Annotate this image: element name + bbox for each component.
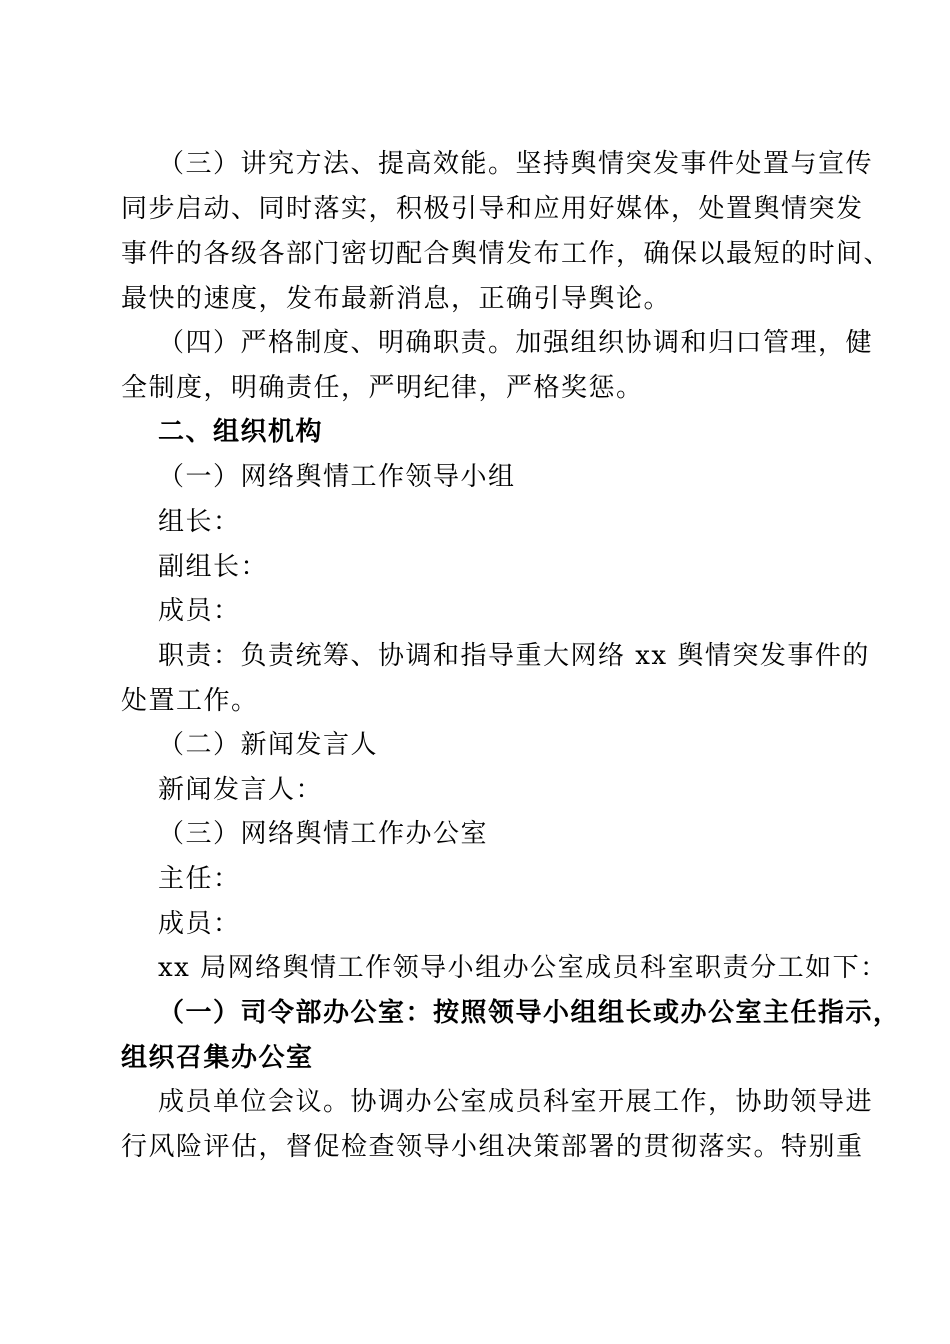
paragraph-line: 全制度，明确责任，严明纪律，严格奖惩。 xyxy=(121,373,644,403)
subsection-heading: （一）网络舆情工作领导小组 xyxy=(158,462,516,492)
paragraph-line: 处置工作。 xyxy=(121,686,259,716)
paragraph-line: 同步启动、同时落实，积极引导和应用好媒体，处置舆情突发 xyxy=(121,194,864,224)
bold-paragraph-line: 组织召集办公室 xyxy=(121,1043,314,1073)
subsection-heading: （三）网络舆情工作办公室 xyxy=(158,819,489,849)
paragraph-line: （三）讲究方法、提高效能。坚持舆情突发事件处置与宣传 xyxy=(158,149,874,179)
bold-paragraph-line: （一）司令部办公室：按照领导小组组长或办公室主任指示， xyxy=(158,998,901,1028)
field-label: 主任： xyxy=(158,864,241,894)
section-heading: 二、组织机构 xyxy=(158,417,324,447)
field-label: 新闻发言人： xyxy=(158,775,324,805)
subsection-heading: （二）新闻发言人 xyxy=(158,730,379,760)
paragraph-line: 成员单位会议。协调办公室成员科室开展工作，协助领导进 xyxy=(158,1087,874,1117)
paragraph-line: 事件的各级各部门密切配合舆情发布工作，确保以最短的时间、 xyxy=(121,239,892,269)
field-label: 成员： xyxy=(158,596,241,626)
paragraph-line: xx 局网络舆情工作领导小组办公室成员科室职责分工如下： xyxy=(158,953,888,983)
field-label: 组长： xyxy=(158,507,241,537)
paragraph-line: 最快的速度，发布最新消息，正确引导舆论。 xyxy=(121,284,672,314)
field-label: 成员： xyxy=(158,909,241,939)
field-label: 副组长： xyxy=(158,552,269,582)
paragraph-line: 行风险评估，督促检查领导小组决策部署的贯彻落实。特别重 xyxy=(121,1132,864,1162)
paragraph-line: （四）严格制度、明确职责。加强组织协调和归口管理，健 xyxy=(158,328,874,358)
paragraph-line: 职责：负责统筹、协调和指导重大网络 xx 舆情突发事件的 xyxy=(158,641,870,671)
